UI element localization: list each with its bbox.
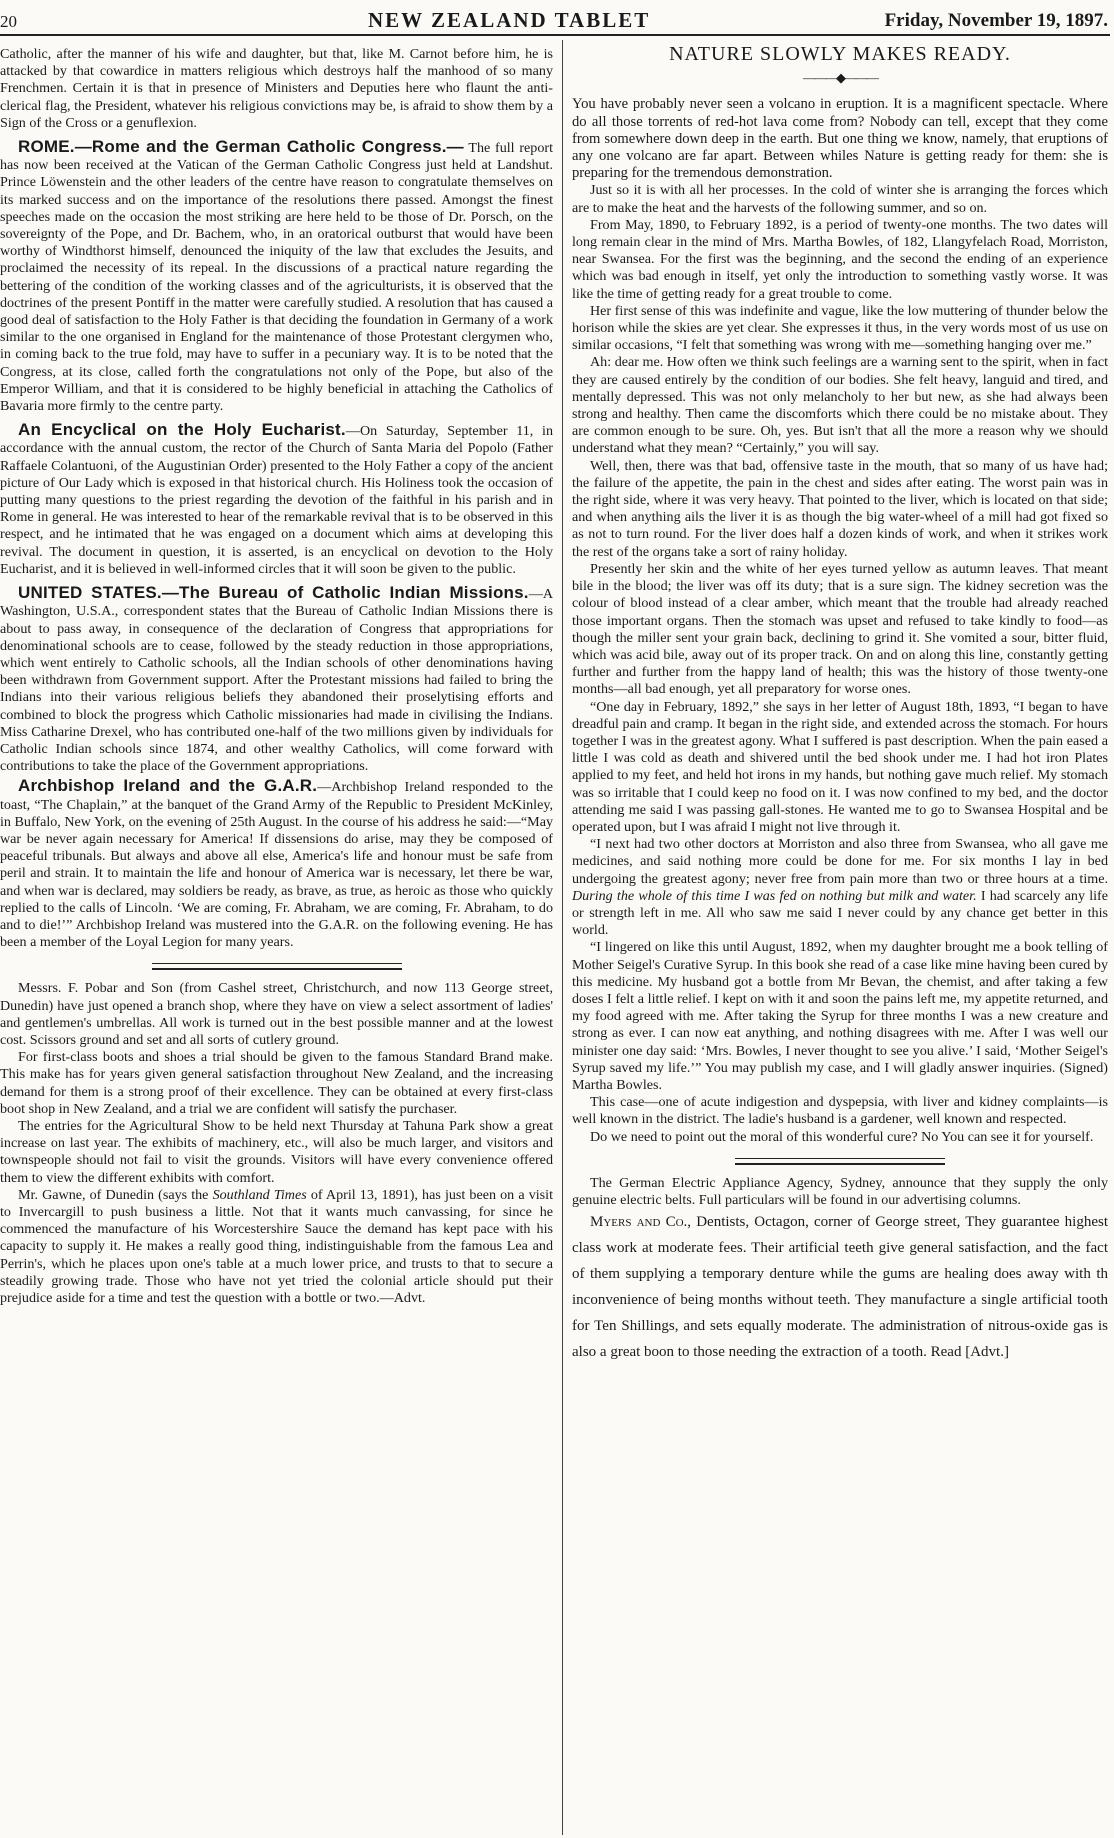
paragraph-7: Presently her skin and the white of her eyes turned yellow as autumn leaves. That meant bile in the blood; the liver was off its duty; that is a sure sign. The kidney secretion was the colour of blood instead of a clear amber, which meant that the trouble had already reached those important organs. Then the stomach was upset and refused to take kindly to food—as though the miller sent your grain back, declining to grind it. She vomited a sour, bitter fluid, which was acid bile, away out of its proper track. On and on along this line, constantly getting further and further from the happy land of health; this was the history of those twenty-one months—all bad enough, yet all preparatory for worse ones. bbox=[572, 560, 1108, 698]
page-number: 20 bbox=[0, 12, 17, 31]
notice-electric-appliance: The German Electric Appliance Agency, Sydney, announce that they supply the only genuine electric belts. Full particulars will be found in our advertising columns. bbox=[572, 1174, 1108, 1208]
article-encyclical bbox=[0, 421, 553, 578]
paragraph-2: Just so it is with all her processes. In the cold of winter she is arranging the forces which are to make the heat and the harvests of the following summer, and so on. bbox=[572, 182, 1108, 216]
paragraph-9-text-a: “I next had two other doctors at Morriston and also three from Swansea, who all gave me medicines, and said nothing more could be done for me. For six months I lay in bed undergoing the greatest agony; never free from pain more than two or three hours at a time. bbox=[572, 836, 1108, 887]
section-divider-right bbox=[735, 1158, 945, 1165]
article-archbishop bbox=[0, 777, 553, 951]
paragraph-5: Ah: dear me. How often we think such feelings are a warning sent to the spirit, when in fact they are caused entirely by the condition of our bodies. She felt heavy, languid and tired, and mentally depressed. This was not only melancholy to her but new, as she had always been strong and healthy. Then came the discomforts which there could be no mistake about. They are common enough to be sure. Oh, yes. But isn't that all the more a reason why we should understand what they mean? “Certainly,” you will say. bbox=[572, 354, 1108, 457]
masthead-rule bbox=[0, 34, 1110, 36]
notice-agricultural-show: The entries for the Agricultural Show to be held next Thursday at Tahuna Park show a great increase on last year. The exhibits of machinery, etc., will also be much larger, and visitors and townspeople should not fail to visit the grounds. Visitors will have every convenience offered them to view the different exhibits with comfort. bbox=[0, 1117, 553, 1186]
paragraph-12: Do we need to point out the moral of this wonderful cure? No You can see it for yourself. bbox=[590, 1128, 1094, 1145]
gawne-text-b: of April 13, 1891), has just been on a visit to Invercargill to push business a little. Not that it wants much canvassing, for since he commenced the manufacture of his Worcestershire Sauce the demand has kept pace with his capacity to supply it. He makes a really good thing, indistinguishable from the famous Lea and Perrin's, which he places upon one's table at a much lower price, and trusts to that to secure a steadily growing trade. Those who have not yet tried the colonial article should put their prejudice aside for a time and test the question with a bottle or two.—Advt. bbox=[0, 1186, 553, 1307]
heading-encyclical: An Encyclical on the Holy Eucharist. bbox=[18, 420, 346, 440]
heading-united-states: UNITED STATES.—The Bureau of Catholic Indian Missions. bbox=[18, 583, 529, 603]
issue-date: Friday, November 19, 1897. bbox=[884, 10, 1108, 31]
left-column bbox=[0, 46, 553, 1307]
body-united-states: —A Washington, U.S.A., correspondent states that the Bureau of Catholic Indian Missions there is about to pass away, in consequence of the declaration of Congress that appropriations for denominational schools are to cease, followed by the steady reduction in those appropriations, which went entirely to Catholic schools, all the Indian schools of other denominations having been withdrawn from Government support. After the Protestant missions had failed to bring the Indians into their various religious beliefs they abandoned their proselytising efforts and combined to block the progress which Catholic missionaries had made in civilising the Indians. Miss Catharine Drexel, who has contributed one-half of the two millions given by individuals for Catholic Indian schools since 1874, and other wealthy Catholics, will come forward with contributions to take the place of the Government appropriations. bbox=[0, 586, 553, 775]
paragraph-6: Well, then, there was that bad, offensive taste in the mouth, that so many of us have had; the failure of the appetite, the pain in the chest and sides after eating. The worst pain was in the right side, where it was very heavy. That pointed to the liver, which is located on that side; and when anything ails the liver it is as though the big water-wheel of a mill had got fixed so as not to turn round. For the liver does half a dozen kinds of work, and when it strikes work the rest of the organs take a sort of rainy holiday. bbox=[572, 457, 1108, 560]
gawne-source-italic: Southland Times bbox=[212, 1186, 307, 1203]
paragraph-9-text-b: I had scarcely any life or strength left in me. All who saw me said I never could by any chance get better in this world. bbox=[572, 887, 1108, 939]
notice-myers-dentists bbox=[572, 1209, 1108, 1365]
gawne-text-a: Mr. Gawne, of Dunedin (says the bbox=[18, 1186, 213, 1203]
article-title: NATURE SLOWLY MAKES READY. bbox=[669, 43, 1011, 65]
column-rule bbox=[562, 40, 563, 1835]
myers-name: Myers and Co. bbox=[590, 1214, 688, 1231]
heading-rome: ROME.—Rome and the German Catholic Congress.— bbox=[18, 137, 464, 157]
title-ornament: ———◆——— bbox=[803, 70, 877, 86]
heading-archbishop: Archbishop Ireland and the G.A.R. bbox=[18, 776, 318, 796]
paper-name: NEW ZEALAND TABLET bbox=[368, 8, 651, 32]
section-divider bbox=[152, 963, 402, 970]
right-column bbox=[572, 43, 1108, 1365]
paragraph-1: You have probably never seen a volcano in eruption. It is a magnificent spectacle. Where do all those torrents of red-hot lava come from? Nobody can tell, except that they come from somewhere down deep in the earth. But one thing we know, namely, that eruptions of any one volcano are far apart. Between whiles Nature is getting ready for them: she is preparing for the tremendous demonstration. bbox=[572, 96, 1108, 182]
paragraph-11: This case—one of acute indigestion and dyspepsia, with liver and kidney complaints—is well known in the district. The ladie's husband is a gardener, well known and respected. bbox=[572, 1094, 1108, 1128]
paragraph-9 bbox=[572, 836, 1108, 939]
body-archbishop: —Archbishop Ireland responded to the toast, “The Chaplain,” at the banquet of the Grand Army of the Republic to President McKinley, in Buffalo, New York, on the evening of 25th August. In the course of his address he said:—“May war be never again necessary for America! If dissensions do arise, may they be composed of peaceful tribunals. But always and above all else, America's life and honour must be safe from peril and strain. It to maintain the life and honour of America war is necessary, let there be war, and when war is declared, may soldiers be ready, as brave, as true, as heroic as those who quickly replied to the calls of Lincoln. ‘We are coming, Fr. Abraham, we are coming, Fr. Abraham, to do and to die!’” Archbishop Ireland was mustered into the G.A.R. on the following evening. He has been a member of the Loyal Legion for many years. bbox=[0, 779, 553, 951]
notice-boots: For first-class boots and shoes a trial should be given to the famous Standard Brand make. This make has for years given general satisfaction throughout New Zealand, and the increasing demand for them is a strong proof of their excellence. They can be obtained at every first-class boot shop in New Zealand, and a trial we are confident will satisfy the purchaser. bbox=[0, 1049, 553, 1117]
notice-gawne bbox=[0, 1187, 553, 1307]
myers-body: , Dentists, Octagon, corner of George street, They guarantee highest class work at moderate fees. Their artificial teeth give general satisfaction, and the fact of them supplying a temporary denture while the gums are healing does away with th inconvenience of being months without teeth. They manufacture a single artificial tooth for Ten Shillings, and sets equally moderate. The administration of nitrous-oxide gas is also a great boon to those needing the extraction of a tooth. Read [Advt.] bbox=[572, 1214, 1108, 1361]
body-rome: The full report has now been received at the Vatican of the German Catholic Congress just held at Landshut. Prince Löwenstein and the other leaders of the centre have reason to congratulate themselves on its marked success and on the importance of the resolutions there passed. Amongst the finest speeches made on the occasion the most striking are here held to be those of Dr. Porsch, on the sovereignty of the Pope, and Dr. Bachem, who, in an oratorical outburst that would have been worthy of Windthorst himself, denounced the iniquity of the law that excludes the Jesuits, and proclaimed the necessity of its repeal. In the discussions of a practical nature regarding the bettering of the condition of the working classes and of the agriculturists, it is observed that the doctrines of the present Pontiff in the matter were carefully studied. A resolution that has caused a good deal of satisfaction to the Holy Father is that deciding the foundation in Germany of a work similar to the one organised in England for the maintenance of those Protestant clergymen who, in coming back to the true fold, may have to suffer in a pecuniary way. It is to be noted that the Congress, at its close, called forth the congratulations not only of the Pope, but also of the Emperor William, and that it is considered to be highly beneficial in attaching the Catholics of Bavaria more firmly to the centre party. bbox=[0, 140, 553, 415]
paragraph-10: “I lingered on like this until August, 1892, when my daughter brought me a book telling of Mother Seigel's Curative Syrup. In this book she read of a case like mine having been cured by this medicine. My husband got a bottle from Mr Bevan, the chemist, and after taking a few doses I felt a little relief. I kept on with it and soon the pains left me, my appetite returned, and my food agreed with me. After taking the Syrup for three months I was a new creature and strong as ever. I can now eat anything, and nothing disagrees with me. After I was well our minister one day said: ‘Mrs. Bowles, I never thought to see you alive.’ I said, ‘Mother Seigel's Syrup saved my life.’” You may publish my case, and I will gladly answer inquiries. (Signed) Martha Bowles. bbox=[572, 939, 1108, 1093]
body-encyclical: —On Saturday, September 11, in accordance with the annual custom, the rector of the Church of Santa Maria del Popolo (Father Raffaele Colantuoni, of the Augustinian Order) presented to the Holy Father a copy of the ancient picture of Our Lady which is exposed in that historical church. His Holiness took the occasion of putting many questions to the priest regarding the devotion of the faithful in his parish and in Rome in general. He was interested to hear of the remarkable revival that is to be observed in this respect, and he intimated that he was engaged on a document which aims at developing this revival. The document in question, it is asserted, is an encyclical on devotion to the Holy Eucharist, and it is believed in well-informed circles that it will soon be given to the public. bbox=[0, 423, 553, 577]
article-united-states bbox=[0, 584, 553, 775]
paragraph-4: Her first sense of this was indefinite and vague, like the low muttering of thunder below the horison while the skies are yet clear. She expresses it thus, in the very words most of us use on similar occasions, “I felt that something was wrong with me—something hanging over me.” bbox=[572, 302, 1108, 354]
paragraph-9-italic: During the whole of this time I was fed on nothing but milk and water. bbox=[572, 887, 977, 904]
masthead bbox=[0, 4, 1114, 34]
paragraph-8: “One day in February, 1892,” she says in her letter of August 18th, 1893, “I began to have dreadful pain and cramp. It began in the right side, and extended across the stomach. For hours together I was in the greatest agony. What I suffered is past description. When the pain eased a little I was cold as death and shivered until the bed shook under me. I had hot iron Plates applied to my feet, and held hot irons in my hands, but nothing gave much relief. My stomach was so irritable that I could keep no food on it. I was now confined to my bed, and the doctor attending me said I was passing gall-stones. He wanted me to go to Swansea Hospital and be operated upon, but I was afraid I might not live through it. bbox=[572, 698, 1108, 835]
article-rome bbox=[0, 138, 553, 415]
paragraph-3: From May, 1890, to February 1892, is a period of twenty-one months. The two dates will long remain clear in the mind of Mrs. Martha Bowles, of 182, Llangyfelach Road, Morriston, near Swansea. For the first was the beginning, and the second the ending of an experience which was bad enough in itself, yet only the introduction to something vastly worse. It was like the time of getting ready for a great trouble to come. bbox=[572, 216, 1108, 302]
paragraph-president: Catholic, after the manner of his wife and daughter, but that, like M. Carnot before him, he is attacked by that cowardice in matters religious which destroys half the manhood of so many Frenchmen. Certain it is that in presence of Ministers and Deputies here who flaunt the anti-clerical flag, the President, whatever his religious convictions may be, is afraid to show them by a Sign of the Cross or a genuflexion. bbox=[0, 46, 553, 131]
notice-pobar: Messrs. F. Pobar and Son (from Cashel street, Christchurch, and now 113 George street, Dunedin) have just opened a branch shop, where they have on view a select assortment of ladies' and gentlemen's umbrellas. All work is turned out in the best possible manner and at the lowest cost. Scissors ground and set and all sorts of cutlery ground. bbox=[0, 980, 553, 1048]
